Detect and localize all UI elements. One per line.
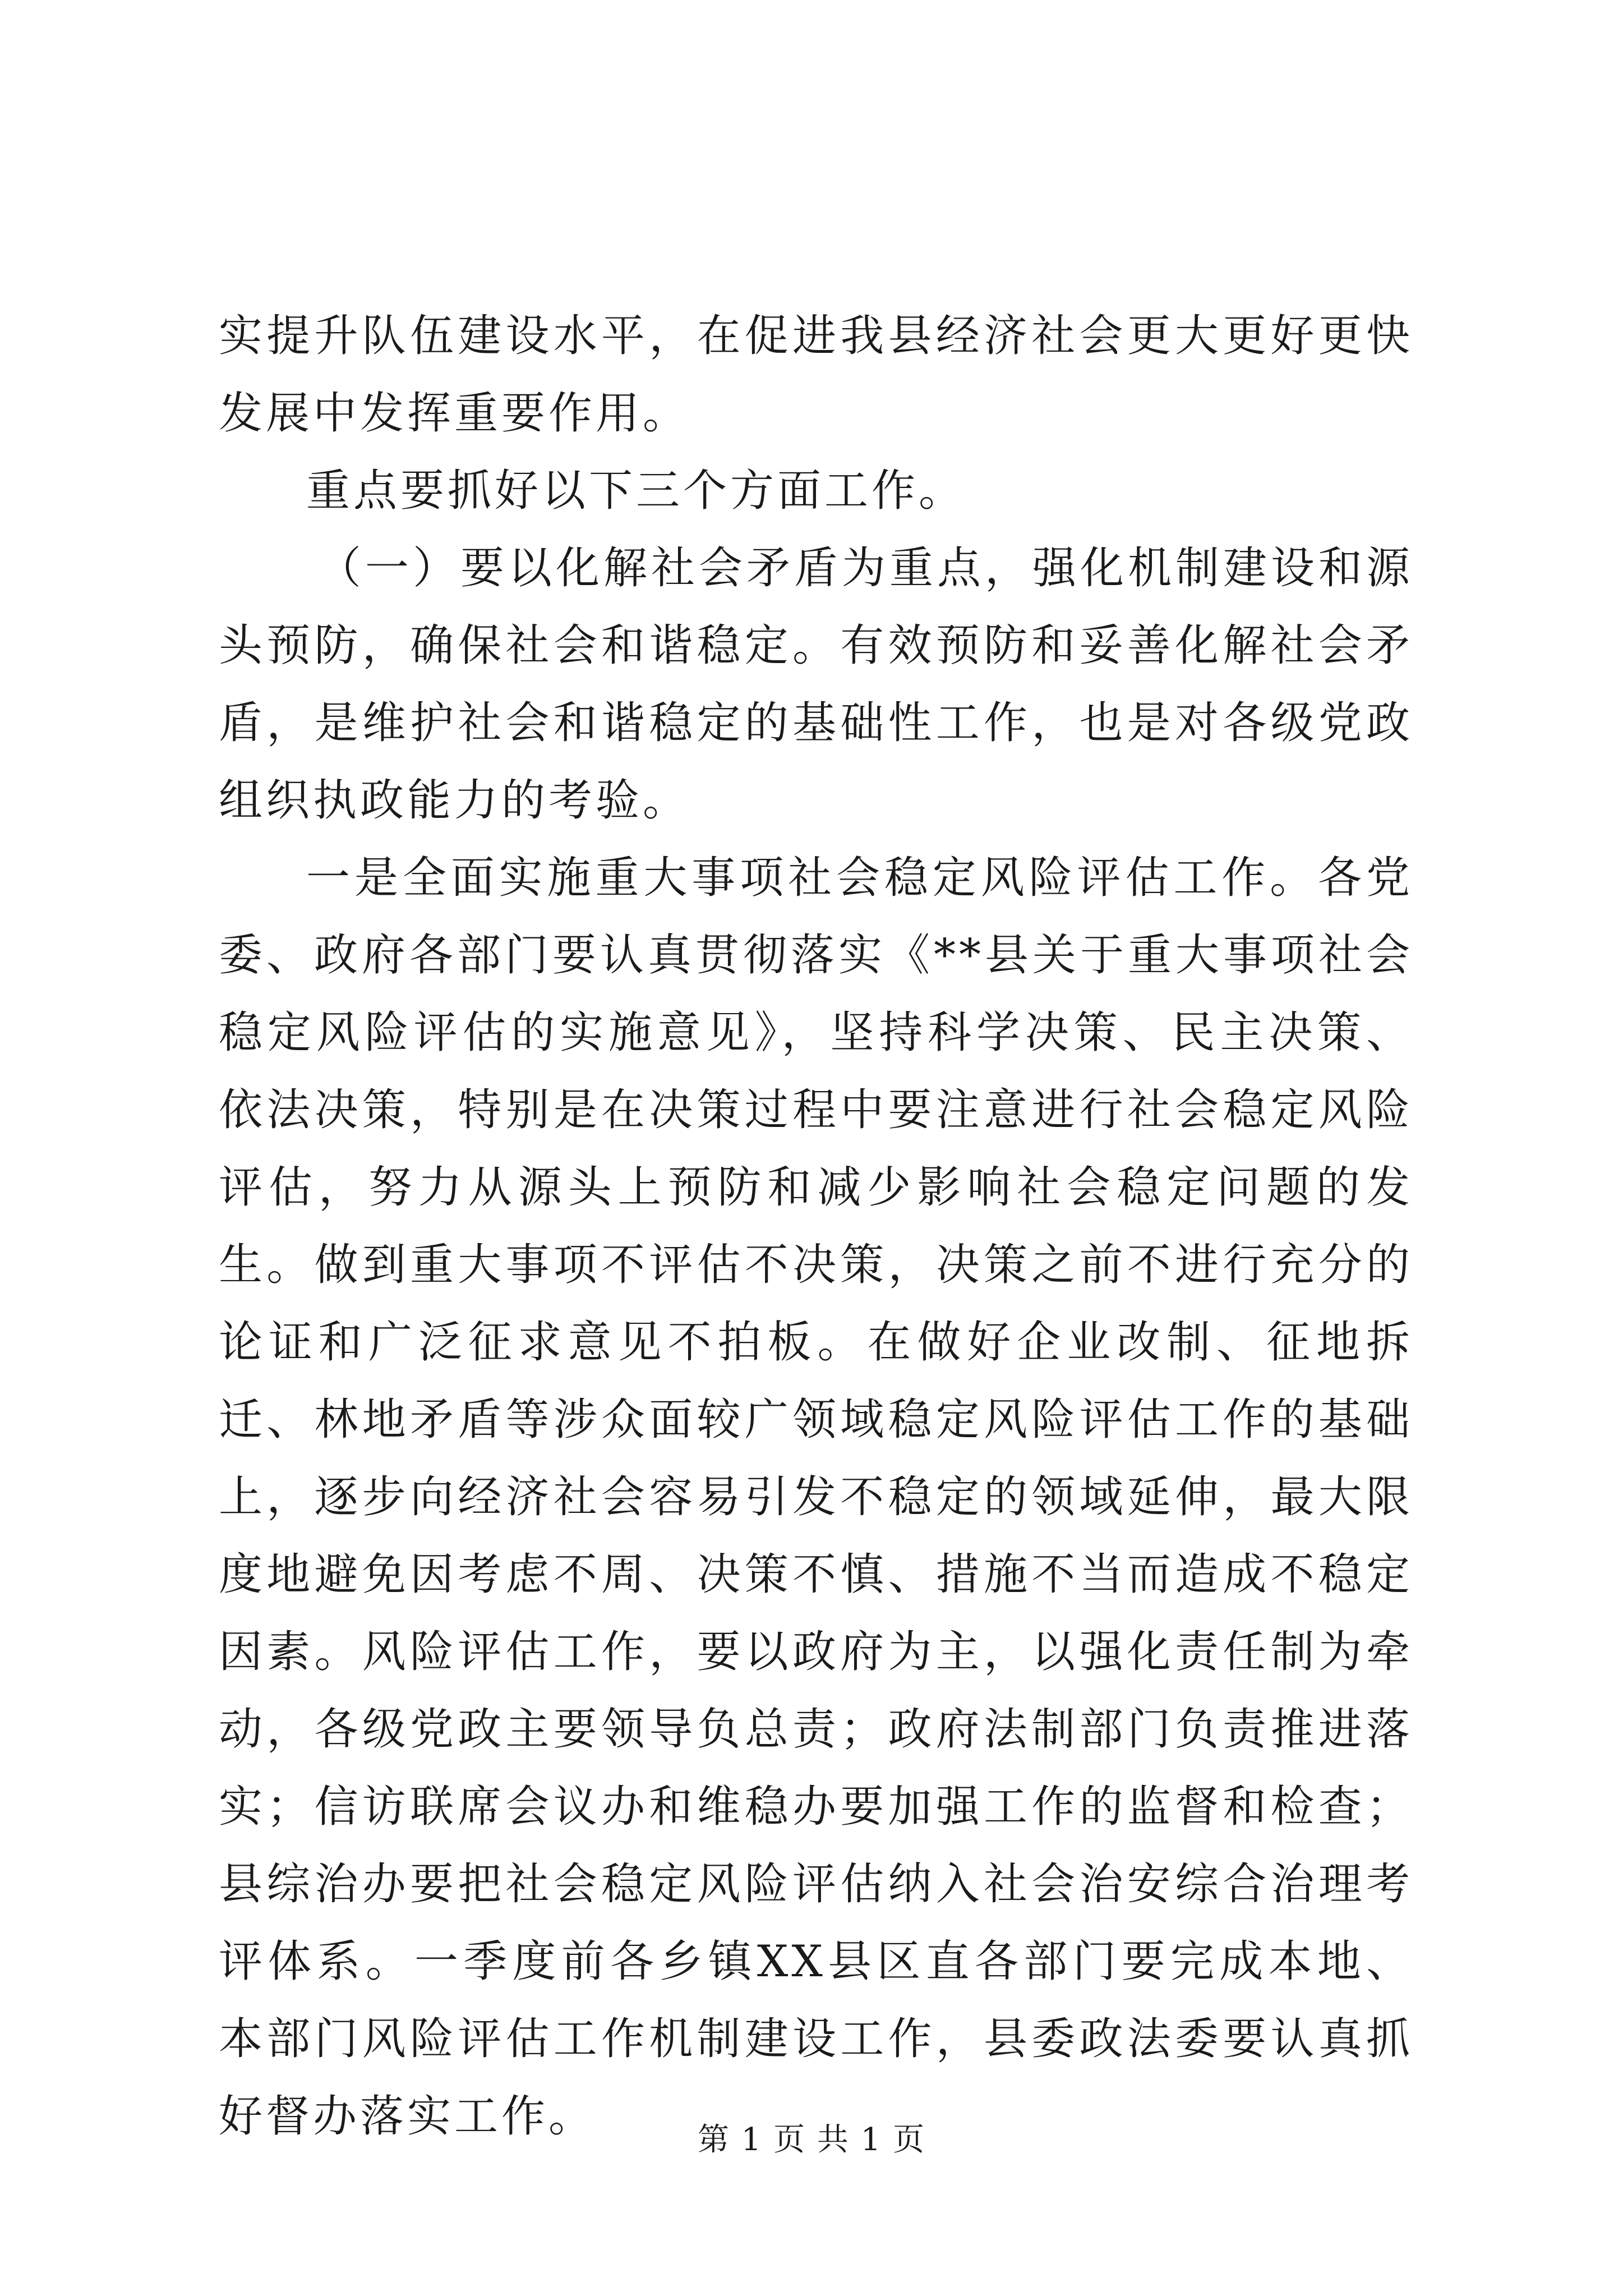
document-body xyxy=(219,297,1413,2155)
paragraph-key-points: 重点要抓好以下三个方面工作。 xyxy=(306,466,966,516)
page-number-footer: 第 1 页 共 1 页 xyxy=(697,2122,926,2158)
paragraph-intro-continuation: 实提升队伍建设水平，在促进我县经济社会更大更好更快发展中发挥重要作用。 xyxy=(219,311,1413,439)
paragraph-section-one: （一）要以化解社会矛盾为重点，强化机制建设和源头预防，确保社会和谐稳定。有效预防和妥善化解社会矛盾，是维护社会和谐稳定的基础性工作，也是对各级党政组织执政能力的考验。 xyxy=(219,543,1413,826)
paragraph-risk-assessment: 一是全面实施重大事项社会稳定风险评估工作。各党委、政府各部门要认真贯彻落实《**县关于重大事项社会稳定风险评估的实施意见》，坚持科学决策、民主决策、依法决策，特别是在决策过程中要注意进行社会稳定风险评估，努力从源头上预防和减少影响社会稳定问题的发生。做到重大事项不评估不决策，决策之前不进行充分的论证和广泛征求意见不拍板。在做好企业改制、征地拆迁、林地矛盾等涉众面较广领域稳定风险评估工作的基础上，逐步向经济社会容易引发不稳定的领域延伸，最大限度地避免因考虑不周、决策不慎、措施不当而造成不稳定因素。风险评估工作，要以政府为主，以强化责任制为牵动，各级党政主要领导负总责；政府法制部门负责推进落实；信访联席会议办和维稳办要加强工作的监督和检查；县综治办要把社会稳定风险评估纳入社会治安综合治理考评体系。一季度前各乡镇XX县区直各部门要完成本地、本部门风险评估工作机制建设工作，县委政法委要认真抓好督办落实工作。 xyxy=(219,853,1413,2142)
